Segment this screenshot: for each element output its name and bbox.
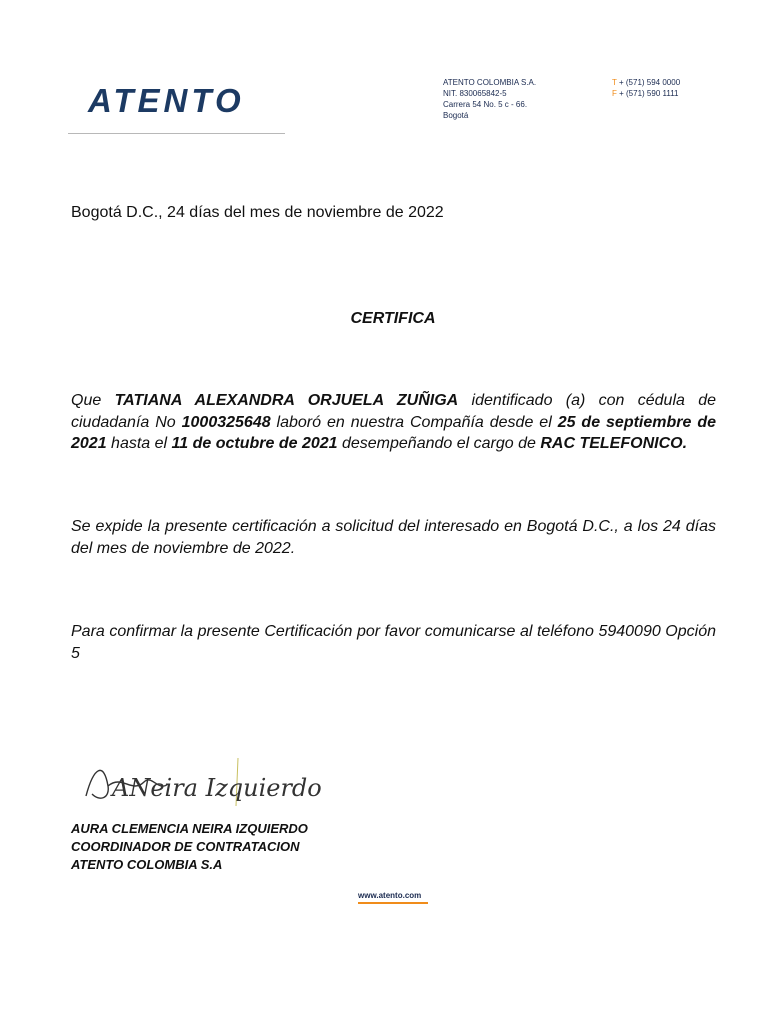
end-date: 11 de octubre de 2021 bbox=[171, 435, 338, 452]
letter-date: Bogotá D.C., 24 días del mes de noviembre de 2022 bbox=[71, 204, 444, 221]
contact-info bbox=[612, 77, 680, 99]
phone-line bbox=[612, 77, 680, 88]
company-name: ATENTO COLOMBIA S.A. bbox=[443, 78, 537, 87]
atento-logo bbox=[86, 76, 286, 122]
employee-name: TATIANA ALEXANDRA ORJUELA ZUÑIGA bbox=[114, 392, 459, 409]
confirmation-paragraph: Para confirmar la presente Certificación por favor comunicarse al teléfono 5940090 Opción 5 bbox=[71, 623, 716, 662]
company-info bbox=[443, 77, 536, 121]
header-divider bbox=[68, 133, 285, 134]
handwritten-signature bbox=[82, 756, 342, 812]
letter-heading: CERTIFICA bbox=[350, 310, 436, 327]
p1-text-4: desempeñando el cargo de bbox=[337, 435, 541, 452]
footer-underline bbox=[358, 902, 428, 904]
signature-text: ANeira Izquierdo bbox=[112, 774, 322, 802]
signer-title: COORDINADOR DE CONTRATACION bbox=[71, 839, 300, 854]
signer-block bbox=[71, 820, 308, 874]
logo-wordmark: ATENTO bbox=[88, 82, 245, 119]
company-city: Bogotá bbox=[443, 111, 469, 120]
p1-que: Que bbox=[71, 392, 115, 409]
phone-letter: T bbox=[612, 78, 617, 87]
fax-number: + (571) 590 1111 bbox=[619, 89, 679, 98]
p1-text-3: hasta el bbox=[106, 435, 172, 452]
fax-letter: F bbox=[612, 89, 617, 98]
company-address: Carrera 54 No. 5 c - 66. bbox=[443, 100, 528, 109]
phone-number: + (571) 594 0000 bbox=[618, 78, 681, 87]
footer-url: www.atento.com bbox=[358, 891, 422, 900]
employee-id: 1000325648 bbox=[181, 413, 271, 431]
position-title: RAC TELEFONICO. bbox=[540, 435, 688, 452]
issuance-paragraph: Se expide la presente certificación a solicitud del interesado en Bogotá D.C., a los 24 días del mes de noviembre de 2022. bbox=[71, 518, 716, 557]
certification-paragraph bbox=[71, 390, 716, 455]
start-date: 25 de septiembre de 2021 bbox=[71, 413, 717, 452]
signer-name: AURA CLEMENCIA NEIRA IZQUIERDO bbox=[71, 821, 308, 836]
fax-line bbox=[612, 88, 680, 99]
p1-text-2: laboró en nuestra Compañía desde el bbox=[270, 413, 558, 431]
company-nit: NIT. 830065842-5 bbox=[443, 89, 507, 98]
signer-company: ATENTO COLOMBIA S.A bbox=[71, 857, 223, 872]
p1-text-1: identificado (a) con cédula de ciudadanía No bbox=[71, 392, 717, 431]
